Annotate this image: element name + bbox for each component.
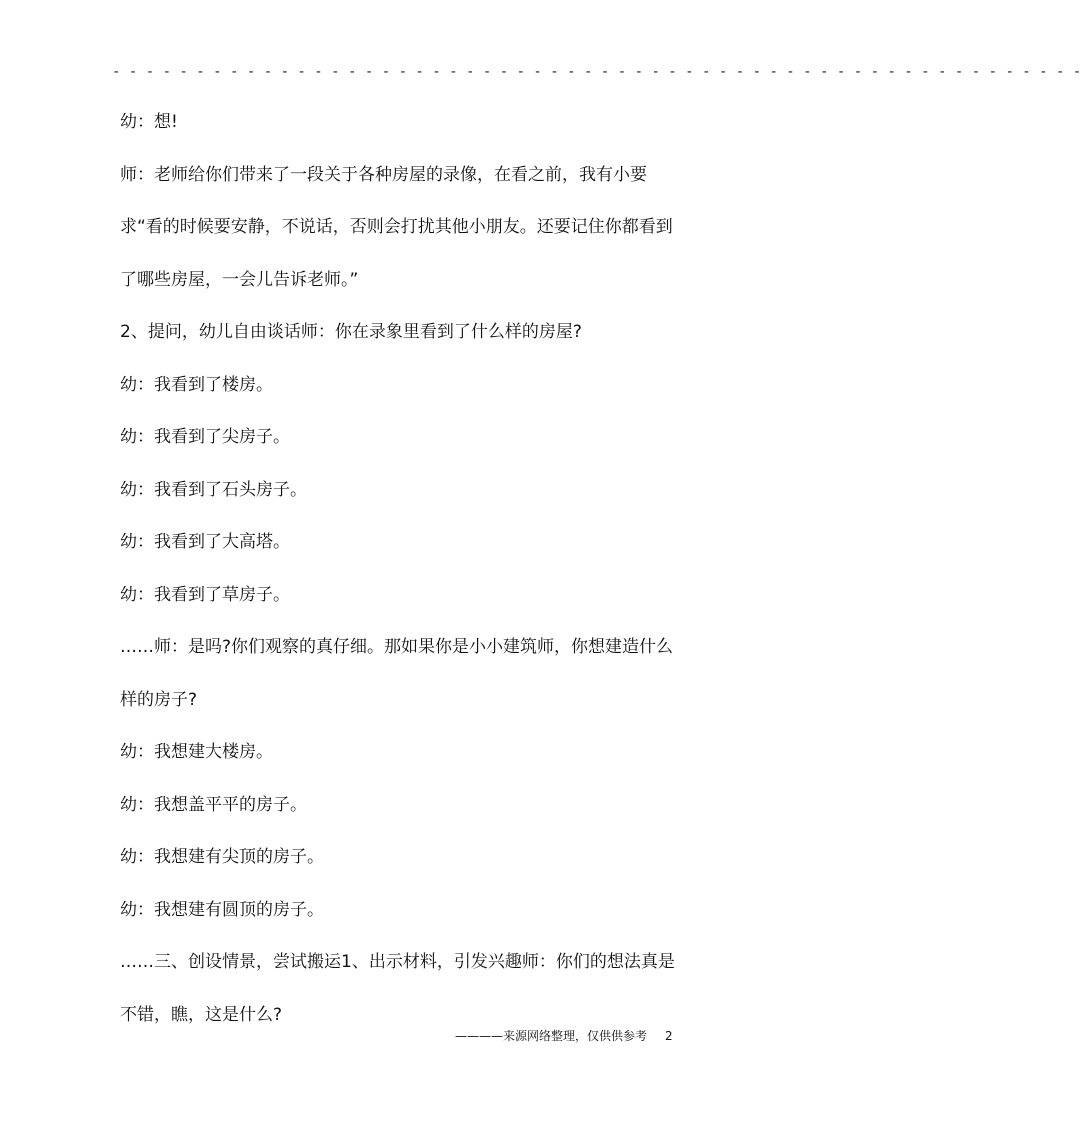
paragraph: 幼：我看到了石头房子。 (120, 479, 307, 500)
paragraph: 幼：我想建大楼房。 (120, 742, 273, 762)
paragraph: 幼：我想建有圆顶的房子。 (120, 899, 324, 920)
paragraph: 幼：想! (120, 112, 178, 132)
paragraph: 幼：我看到了楼房。 (120, 374, 273, 395)
paragraph: 师：老师给你们带来了一段关于各种房屋的录像，在看之前，我有小要求“看的时候要安静，不说话，否则会打扰其他小朋友。还要记住你都看到了哪些房屋，一会儿告诉老师。” (120, 164, 673, 290)
header-dashed-rule: - - - - - - - - - - - - - - - - - - - - - - - - - - - - - - - - - - - - - - - - - - - - - - - - - - - - - - - - - - (112, 64, 1081, 80)
page-number: 2 (665, 1029, 673, 1043)
paragraph: ……三、创设情景，尝试搬运1、出示材料，引发兴趣师：你们的想法真是不错，瞧，这是什么? (120, 952, 675, 1025)
paragraph: 2、提问，幼儿自由谈话师：你在录象里看到了什么样的房屋? (120, 322, 582, 342)
paragraph: 幼：我想建有尖顶的房子。 (120, 847, 324, 867)
paragraph: ……师：是吗?你们观察的真仔细。那如果你是小小建筑师，你想建造什么样的房子? (120, 637, 674, 710)
paragraph: 幼：我想盖平平的房子。 (120, 794, 307, 815)
paragraph: 幼：我看到了大高塔。 (120, 532, 290, 552)
footer-source-note: ————来源网络整理，仅供供参考 (455, 1029, 648, 1043)
page-footer (455, 1027, 673, 1044)
document-body (120, 96, 680, 1041)
paragraph: 幼：我看到了草房子。 (120, 584, 290, 605)
paragraph: 幼：我看到了尖房子。 (120, 427, 290, 447)
